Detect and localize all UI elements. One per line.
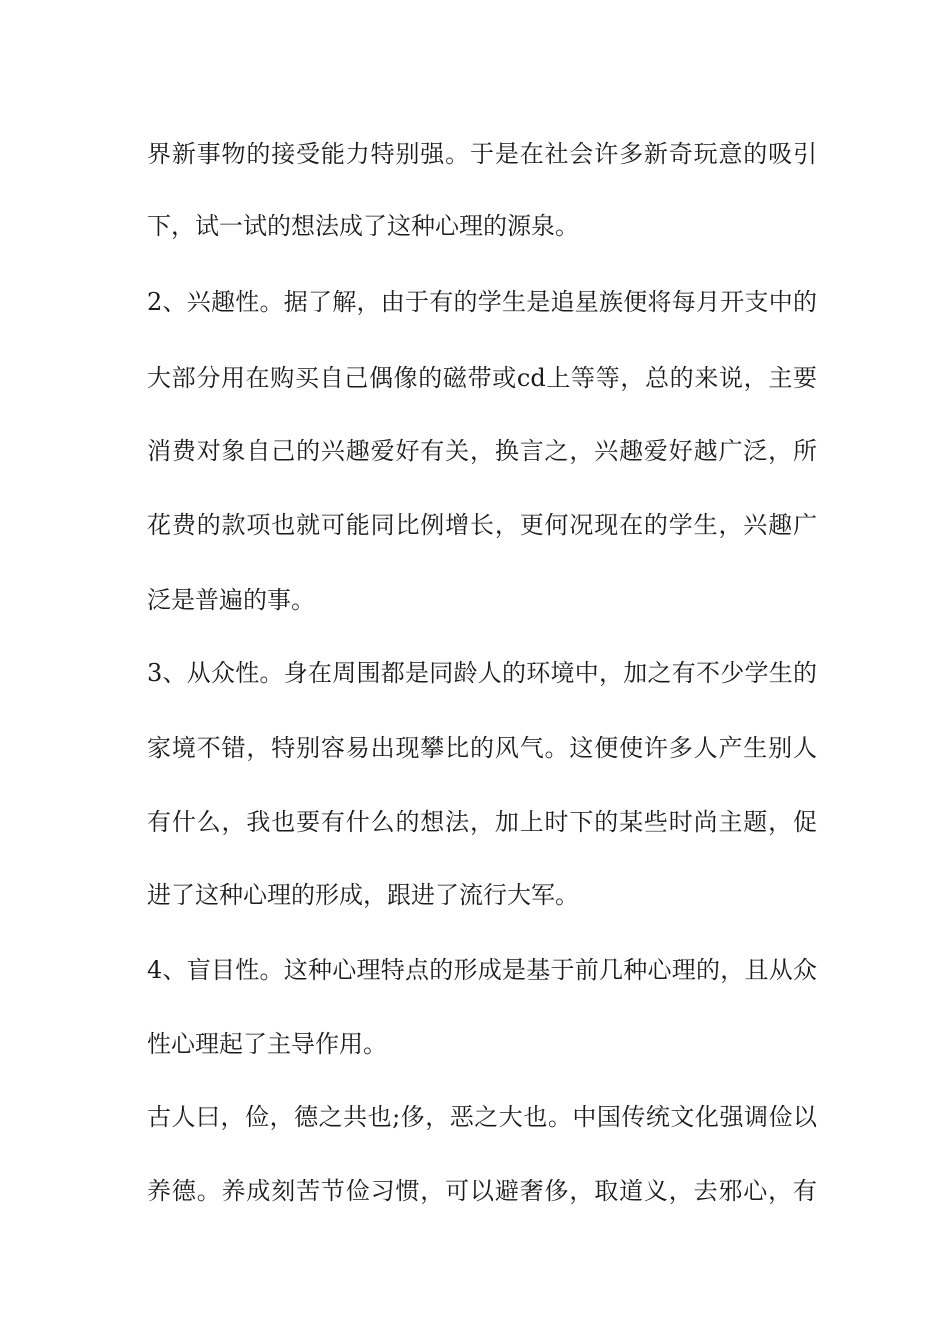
text-line: 养德。养成刻苦节俭习惯，可以避奢侈，取道义，去邪心，有: [147, 1177, 817, 1205]
text-line: 花费的款项也就可能同比例增长，更何况现在的学生，兴趣广: [147, 511, 817, 539]
text-line: 进了这种心理的形成，跟进了流行大军。: [147, 881, 579, 909]
text-line: 家境不错，特别容易出现攀比的风气。这便使许多人产生别人: [147, 734, 817, 762]
text-line: 古人曰，俭，德之共也;侈，恶之大也。中国传统文化强调俭以: [147, 1103, 817, 1131]
text-line: 4、盲目性。这种心理特点的形成是基于前几种心理的，且从众: [147, 956, 817, 984]
text-line: 性心理起了主导作用。: [147, 1030, 387, 1058]
text-line: 界新事物的接受能力特别强。于是在社会许多新奇玩意的吸引: [147, 140, 817, 168]
text-line: 3、从众性。身在周围都是同龄人的环境中，加之有不少学生的: [147, 659, 817, 687]
text-line: 下，试一试的想法成了这种心理的源泉。: [147, 212, 579, 240]
text-line: 消费对象自己的兴趣爱好有关，换言之，兴趣爱好越广泛，所: [147, 437, 817, 465]
text-line: 泛是普遍的事。: [147, 586, 315, 614]
text-line: 有什么，我也要有什么的想法，加上时下的某些时尚主题，促: [147, 808, 817, 836]
text-line: 2、兴趣性。据了解，由于有的学生是追星族便将每月开支中的: [147, 288, 817, 316]
text-line: 大部分用在购买自己偶像的磁带或cd上等等，总的来说，主要: [147, 364, 817, 392]
